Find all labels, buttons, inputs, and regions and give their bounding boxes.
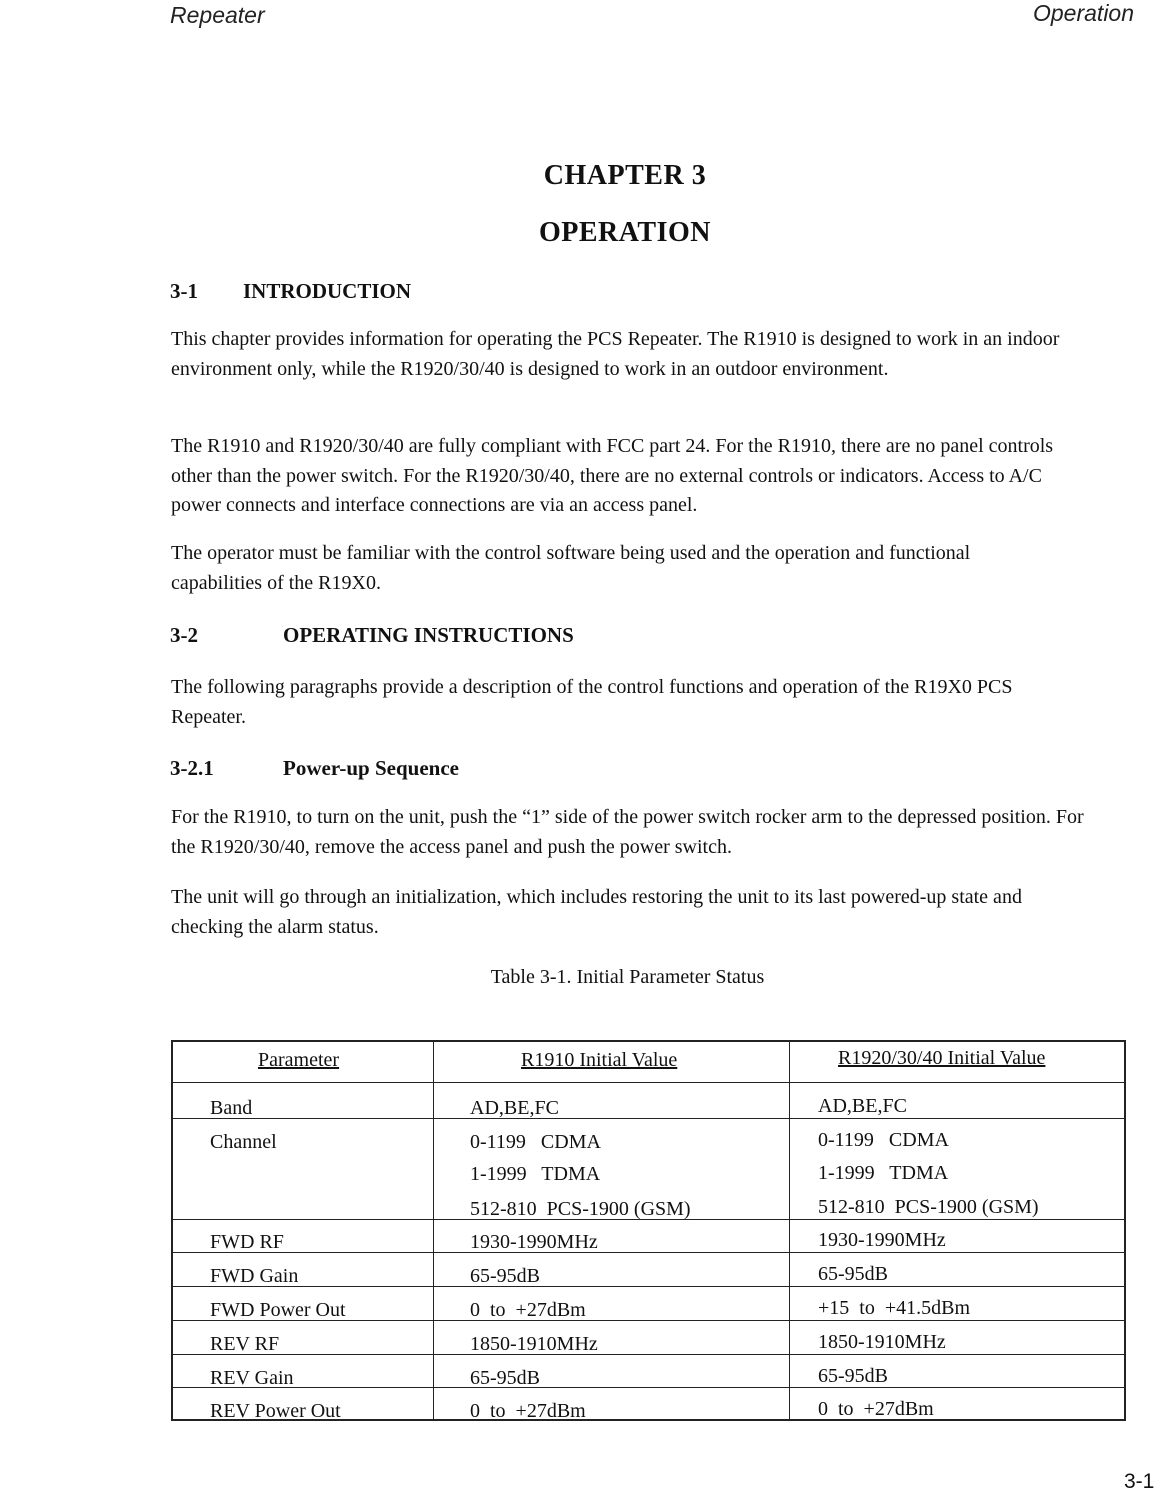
r1920-band: AD,BE,FC (818, 1095, 907, 1117)
operating-paragraph: The following paragraphs provide a description of the control functions and operation of the R19X0 PCS Repeater. (171, 676, 1013, 728)
r1910-channel-tdma: 1-1999 TDMA (470, 1163, 601, 1185)
row-divider (173, 1252, 1124, 1253)
table-caption: Table 3-1. Initial Parameter Status (490, 966, 765, 988)
r1920-channel-gsm: 512-810 PCS-1900 (GSM) (818, 1196, 1039, 1218)
intro-paragraph-1: This chapter provides information for operating the PCS Repeater. The R1910 is designed to work in an indoor environment only, while the R1920/30/40 is designed to work in an outdoor environment. (171, 328, 1060, 380)
r1910-channel-cdma: 0-1199 CDMA (470, 1131, 601, 1153)
param-fwd-rf: FWD RF (210, 1231, 284, 1253)
r1920-fwd-power-out: +15 to +41.5dBm (818, 1297, 971, 1319)
row-divider (173, 1286, 1124, 1287)
column-divider (433, 1042, 434, 1419)
row-divider (173, 1387, 1124, 1388)
intro-paragraph-2: The R1910 and R1920/30/40 are fully compliant with FCC part 24. For the R1910, there are no panel controls other than the power switch. For the R1920/30/40, there are no external controls or indicators. Access to A/C power connects and interface connections are via an access panel. (171, 435, 1054, 516)
param-band: Band (210, 1097, 253, 1119)
intro-paragraph-3: The operator must be familiar with the control software being used and the operation and functional capabilities of the R19X0. (171, 542, 971, 594)
r1920-fwd-gain: 65-95dB (818, 1263, 888, 1285)
param-channel: Channel (210, 1131, 277, 1153)
section-number: 3-1 (170, 279, 198, 303)
section-heading-introduction (170, 279, 411, 304)
param-fwd-power-out: FWD Power Out (210, 1299, 346, 1321)
running-header-right: Operation (1033, 0, 1135, 26)
r1910-fwd-power-out: 0 to +27dBm (470, 1299, 586, 1321)
header-r1910: R1910 Initial Value (521, 1049, 678, 1071)
section-title: INTRODUCTION (243, 279, 412, 303)
param-rev-power-out: REV Power Out (210, 1400, 341, 1422)
r1910-rev-gain: 65-95dB (470, 1367, 540, 1389)
section-number: 3-2.1 (170, 756, 214, 780)
param-rev-rf: REV RF (210, 1333, 280, 1355)
r1910-channel-gsm: 512-810 PCS-1900 (GSM) (470, 1198, 691, 1220)
chapter-title: OPERATION (539, 217, 711, 248)
r1920-rev-gain: 65-95dB (818, 1365, 888, 1387)
section-number: 3-2 (170, 623, 198, 647)
r1920-rev-power-out: 0 to +27dBm (818, 1398, 934, 1420)
chapter-number: CHAPTER 3 (543, 160, 707, 191)
section-title: OPERATING INSTRUCTIONS (283, 623, 574, 647)
param-fwd-gain: FWD Gain (210, 1265, 299, 1287)
section-title: Power-up Sequence (283, 756, 459, 780)
header-r1920: R1920/30/40 Initial Value (838, 1047, 1046, 1069)
row-divider (173, 1082, 1124, 1083)
r1920-channel-tdma: 1-1999 TDMA (818, 1162, 949, 1184)
powerup-paragraph-2: The unit will go through an initialization, which includes restoring the unit to its last powered-up state and checking the alarm status. (171, 886, 1022, 938)
row-divider (173, 1118, 1124, 1119)
r1920-fwd-rf: 1930-1990MHz (818, 1229, 946, 1251)
r1920-rev-rf: 1850-1910MHz (818, 1331, 946, 1353)
running-header-left: Repeater (170, 2, 265, 28)
page-number: 3-1 (1124, 1470, 1155, 1493)
param-rev-gain: REV Gain (210, 1367, 294, 1389)
row-divider (173, 1354, 1124, 1355)
powerup-paragraph-1: For the R1910, to turn on the unit, push the “1” side of the power switch rocker arm to the depressed position. For the R1920/30/40, remove the access panel and push the power switch. (171, 806, 1084, 858)
r1910-fwd-gain: 65-95dB (470, 1265, 540, 1287)
r1910-fwd-rf: 1930-1990MHz (470, 1231, 598, 1253)
r1920-channel-cdma: 0-1199 CDMA (818, 1129, 949, 1151)
initial-parameter-table (171, 1040, 1126, 1421)
r1910-rev-power-out: 0 to +27dBm (470, 1400, 586, 1422)
r1910-band: AD,BE,FC (470, 1097, 559, 1119)
header-parameter: Parameter (258, 1049, 340, 1071)
section-heading-operating-instructions (170, 623, 574, 648)
r1910-rev-rf: 1850-1910MHz (470, 1333, 598, 1355)
column-divider (789, 1042, 790, 1419)
section-heading-power-up-sequence (170, 756, 459, 781)
